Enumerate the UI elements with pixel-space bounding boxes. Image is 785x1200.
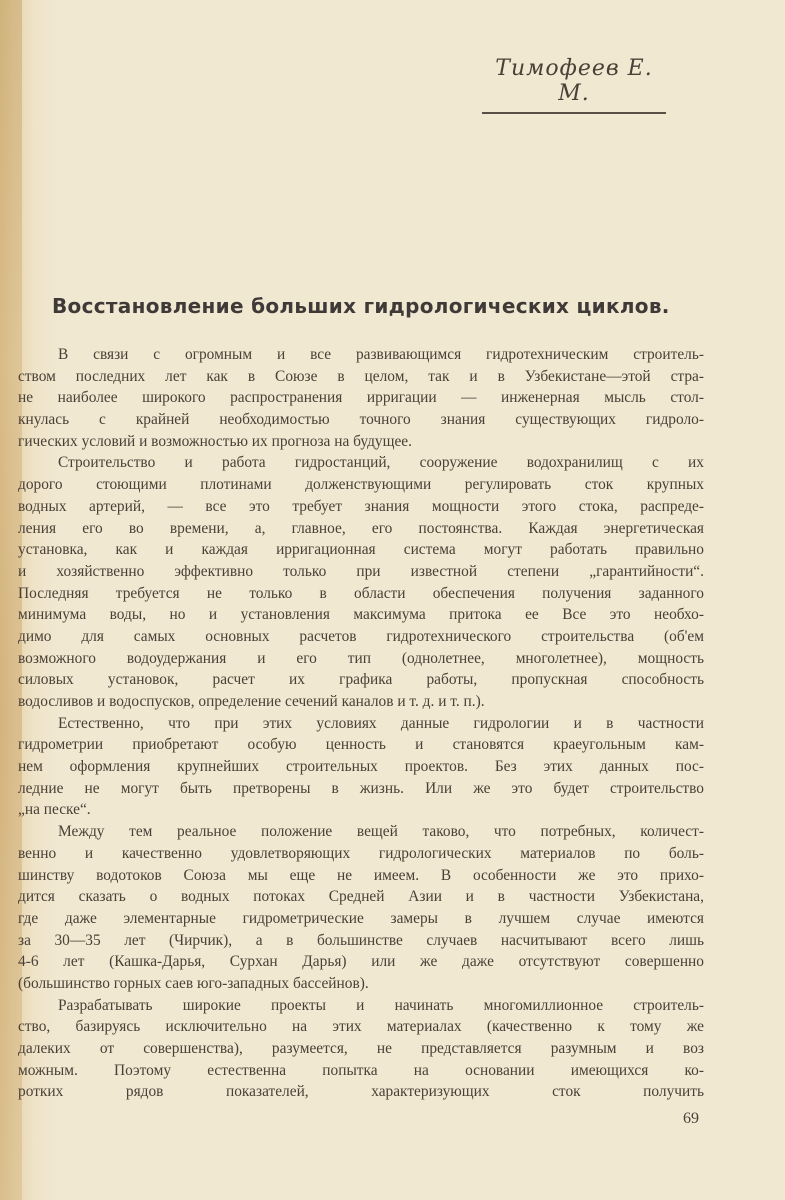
- text-line: „на песке“.: [18, 801, 91, 819]
- text-line: дится сказать о водных потоках Средней Азии и в частности Узбекистана,: [18, 888, 704, 906]
- author-name: Тимофеев Е. М.: [482, 56, 666, 114]
- text-line: 4-6 лет (Кашка-Дарья, Сурхан Дарья) или же даже отсутствуют совершенно: [18, 953, 704, 971]
- text-line: силовых установок, расчет их графика работы, пропускная способность: [18, 671, 704, 689]
- text-line: далеких от совершенства), разумеется, не представляется разумным и воз: [18, 1040, 704, 1057]
- text-line: нем оформления крупнейших строительных проектов. Без этих данных пос-: [18, 758, 704, 776]
- text-line: где даже элементарные гидрометрические замеры в лучшем случае имеются: [18, 909, 704, 927]
- text-line: и хозяйственно эффективно только при известной степени „гарантийности“.: [18, 562, 704, 580]
- text-line: не наиболее широкого распространения ирригации — инженерная мысль стол-: [18, 389, 704, 407]
- text-line: кнулась с крайней необходимостью точного знания существующих гидроло-: [18, 411, 704, 429]
- text-line: ления его во времени, а, главное, его постоянства. Каждая энергетическая: [18, 519, 704, 537]
- article-body: [18, 344, 704, 1103]
- text-line: Между тем реальное положение вещей таково, что потребных, количест-: [58, 823, 704, 841]
- text-line: гидрометрии приобретают особую ценность и становятся краеугольным кам-: [18, 736, 704, 754]
- text-line: гических условий и возможностью их прогноза на будущее.: [18, 432, 412, 450]
- page-number: 69: [683, 1110, 699, 1127]
- text-line: шинству водотоков Союза мы еще не имеем. В особенности же это прихо-: [18, 866, 704, 884]
- text-line: Строительство и работа гидростанций, сооружение водохранилищ с их: [58, 454, 704, 472]
- text-line: димо для самых основных расчетов гидротехнического строительства (об'ем: [18, 627, 704, 645]
- text-line: установка, как и каждая ирригационная система могут работать правильно: [18, 541, 704, 559]
- text-line: ротких рядов показателей, характеризующих сток получить: [18, 1083, 704, 1101]
- text-line: минимума воды, но и установления максимума притока ее Все это необхо-: [18, 606, 704, 624]
- text-line: ство, базируясь исключительно на этих материалах (качественно к тому же: [18, 1018, 704, 1036]
- text-line: водосливов и водоспусков, определение сечений каналов и т. д. и т. п.).: [18, 693, 485, 710]
- text-line: В связи с огромным и все развивающимся гидротехническим строитель-: [58, 346, 704, 363]
- text-line: водных артерий, — все это требует знания мощности этого стока, распреде-: [18, 497, 704, 515]
- text-line: можным. Поэтому естественна попытка на основании имеющихся ко-: [18, 1061, 704, 1079]
- text-line: за 30—35 лет (Чирчик), а в большинстве случаев насчитывают всего лишь: [18, 931, 704, 949]
- text-line: ледние не могут быть претворены в жизнь. Или же это будет строительство: [18, 779, 704, 797]
- text-line: (большинство горных саев юго-западных бассейнов).: [18, 974, 369, 992]
- text-line: ством последних лет как в Союзе в целом, так и в Узбекистане—этой стра-: [18, 367, 704, 385]
- article-title: Восстановление больших гидрологических циклов.: [52, 294, 670, 318]
- text-line: венно и качественно удовлетворяющих гидрологических материалов по боль-: [18, 844, 704, 862]
- text-line: Последняя требуется не только в области обеспечения получения заданного: [18, 584, 704, 602]
- text-line: Разрабатывать широкие проекты и начинать многомиллионное строитель-: [58, 996, 704, 1014]
- text-line: Естественно, что при этих условиях данные гидрологии и в частности: [58, 714, 704, 732]
- text-line: возможного водоудержания и его тип (однолетнее, многолетнее), мощность: [18, 649, 704, 667]
- text-line: дорого стоющими плотинами долженствующими регулировать сток крупных: [18, 476, 704, 494]
